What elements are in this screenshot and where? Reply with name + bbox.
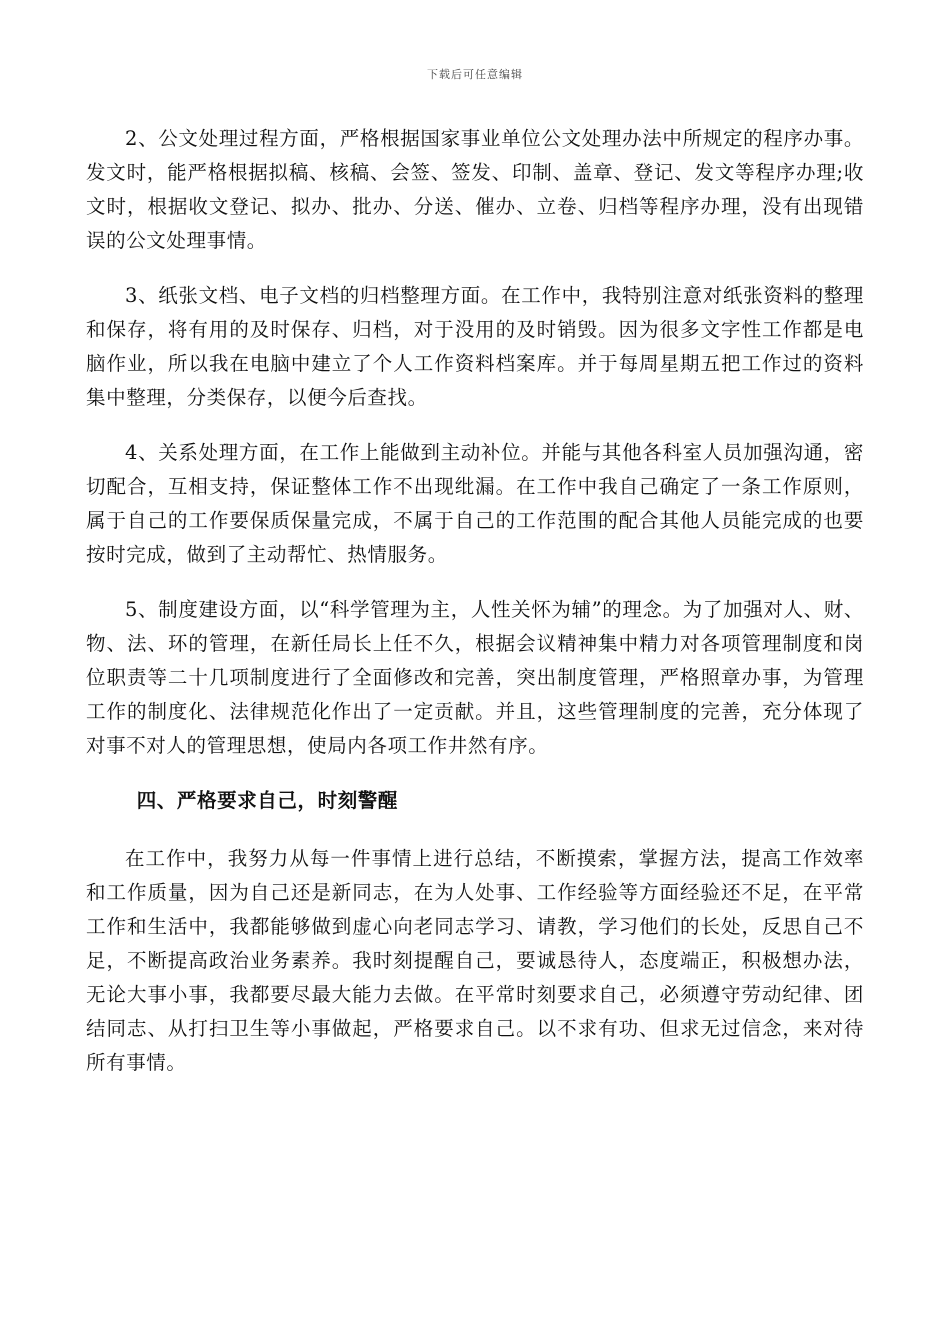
document-body — [86, 122, 864, 1080]
section-heading: 四、严格要求自己，时刻警醒 — [136, 789, 398, 812]
page-header: 下载后可任意编辑 — [427, 68, 523, 81]
paragraph-item-4: 4、关系处理方面，在工作上能做到主动补位。并能与其他各科室人员加强沟通，密切配合，互相支持，保证整体工作不出现纰漏。在工作中我自己确定了一条工作原则，属于自己的工作要保质保量完成，不属于自己的工作范围的配合其他人员能完成的也要按时完成，做到了主动帮忙、热情服务。 — [86, 441, 864, 566]
paragraph-item-5: 5、制度建设方面，以“科学管理为主，人性关怀为辅”的理念。为了加强对人、财、物、法、环的管理，在新任局长上任不久，根据会议精神集中精力对各项管理制度和岗位职责等二十几项制度进行了全面修改和完善，突出制度管理，严格照章办事，为管理工作的制度化、法律规范化作出了一定贡献。并且，这些管理制度的完善，充分体现了对事不对人的管理思想，使局内各项工作井然有序。 — [86, 598, 864, 757]
paragraph-item-2: 2、公文处理过程方面，严格根据国家事业单位公文处理办法中所规定的程序办事。发文时，能严格根据拟稿、核稿、会签、签发、印制、盖章、登记、发文等程序办理;收文时，根据收文登记、拟办、批办、分送、催办、立卷、归档等程序办理，没有出现错误的公文处理事情。 — [86, 127, 864, 252]
section-paragraph: 在工作中，我努力从每一件事情上进行总结，不断摸索，掌握方法，提高工作效率和工作质量，因为自己还是新同志，在为人处事、工作经验等方面经验还不足，在平常工作和生活中，我都能够做到虚心向老同志学习、请教，学习他们的长处，反思自己不足，不断提高政治业务素养。我时刻提醒自己，要诚恳待人，态度端正，积极想办法，无论大事小事，我都要尽最大能力去做。在平常时刻要求自己，必须遵守劳动纪律、团结同志、从打扫卫生等小事做起，严格要求自己。以不求有功、但求无过信念，来对待所有事情。 — [86, 847, 864, 1074]
paragraph-item-3: 3、纸张文档、电子文档的归档整理方面。在工作中，我特别注意对纸张资料的整理和保存，将有用的及时保存、归档，对于没用的及时销毁。因为很多文字性工作都是电脑作业，所以我在电脑中建立了个人工作资料档案库。并于每周星期五把工作过的资料集中整理，分类保存，以便今后查找。 — [86, 284, 864, 409]
